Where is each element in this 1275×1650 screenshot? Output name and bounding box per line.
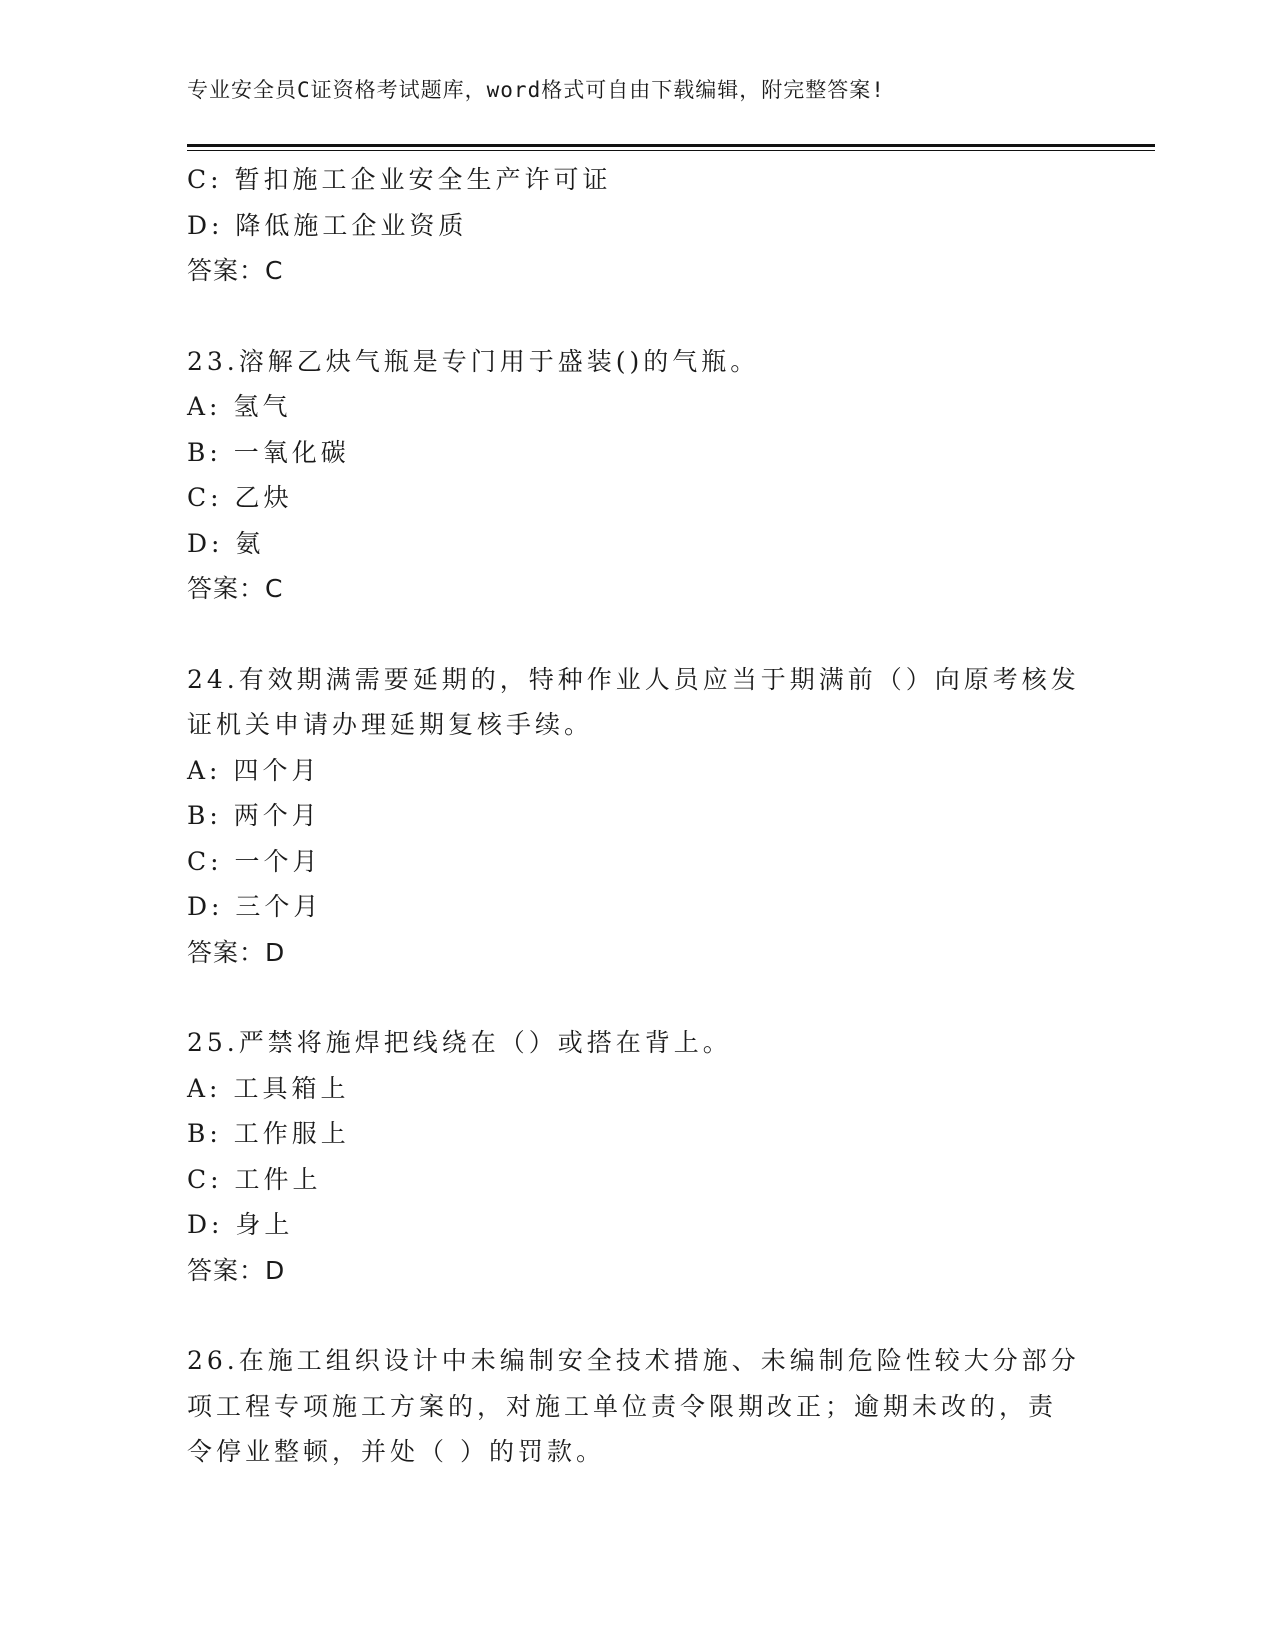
- question-stem: 23.溶解乙炔气瓶是专门用于盛装()的气瓶。: [187, 346, 760, 376]
- option-label: B:: [187, 1119, 222, 1148]
- question-stem-line: 证机关申请办理延期复核手续。: [187, 710, 594, 739]
- answer-line: 答案：D: [187, 937, 286, 967]
- option-label: A:: [187, 1073, 222, 1103]
- option-text: 身上: [235, 1210, 294, 1239]
- question-stem: 25.严禁将施焊把线绕在（）或搭在背上。: [187, 1028, 732, 1057]
- answer-line: 答案：D: [187, 1255, 286, 1285]
- page-header: 专业安全员C证资格考试题库，word格式可自由下载编辑，附完整答案!: [187, 78, 885, 102]
- option-line: [187, 430, 1087, 476]
- option-text: 降低施工企业资质: [235, 210, 468, 240]
- option-text: 四个月: [233, 755, 321, 785]
- option-label: B:: [187, 437, 222, 467]
- option-label: C:: [187, 483, 223, 512]
- option-text: 氢气: [233, 392, 292, 421]
- option-label: D:: [187, 892, 224, 921]
- option-label: C:: [187, 846, 223, 876]
- option-text: 一氧化碳: [233, 437, 350, 467]
- question-stem-line: 26.在施工组织设计中未编制安全技术措施、未编制危险性较大分部分: [187, 1346, 1080, 1375]
- option-line: [187, 793, 1087, 839]
- option-line: [187, 1202, 1087, 1248]
- option-text: 工件上: [234, 1164, 322, 1194]
- option-label: D:: [187, 1210, 224, 1239]
- question-stem-line: 令停业整顿，并处（ ）的罚款。: [187, 1437, 605, 1466]
- option-label: D:: [187, 528, 224, 558]
- option-text: 暂扣施工企业安全生产许可证: [234, 165, 612, 194]
- option-line: [187, 839, 1087, 885]
- option-line: [187, 884, 1087, 930]
- option-label: C:: [187, 1164, 223, 1194]
- option-text: 氨: [235, 528, 265, 558]
- answer-line: 答案：C: [187, 574, 284, 603]
- option-line: [187, 475, 1087, 521]
- option-line: [187, 521, 1087, 567]
- option-label: B:: [187, 801, 222, 830]
- option-text: 一个月: [234, 846, 322, 876]
- option-text: 工作服上: [233, 1119, 350, 1148]
- question-stem-line: 项工程专项施工方案的，对施工单位责令限期改正；逾期未改的，责: [187, 1391, 1058, 1421]
- answer-line: 答案：C: [187, 256, 284, 285]
- option-text: 两个月: [233, 801, 321, 830]
- option-text: 乙炔: [234, 483, 293, 512]
- option-label: D:: [187, 210, 224, 240]
- option-label: A:: [187, 755, 222, 785]
- header-rule-thick: [187, 144, 1155, 147]
- option-line: [187, 203, 1087, 249]
- option-line: [187, 1066, 1087, 1112]
- option-line: [187, 1157, 1087, 1203]
- option-line: [187, 384, 1087, 430]
- question-content: [187, 157, 1087, 1475]
- header-rule-thin: [187, 150, 1155, 151]
- option-label: C:: [187, 165, 223, 194]
- option-label: A:: [187, 392, 222, 421]
- option-text: 工具箱上: [233, 1073, 350, 1103]
- question-stem-line: 24.有效期满需要延期的，特种作业人员应当于期满前（）向原考核发: [187, 664, 1080, 694]
- option-line: [187, 1111, 1087, 1157]
- option-text: 三个月: [235, 892, 323, 921]
- option-line: [187, 748, 1087, 794]
- option-line: [187, 157, 1087, 203]
